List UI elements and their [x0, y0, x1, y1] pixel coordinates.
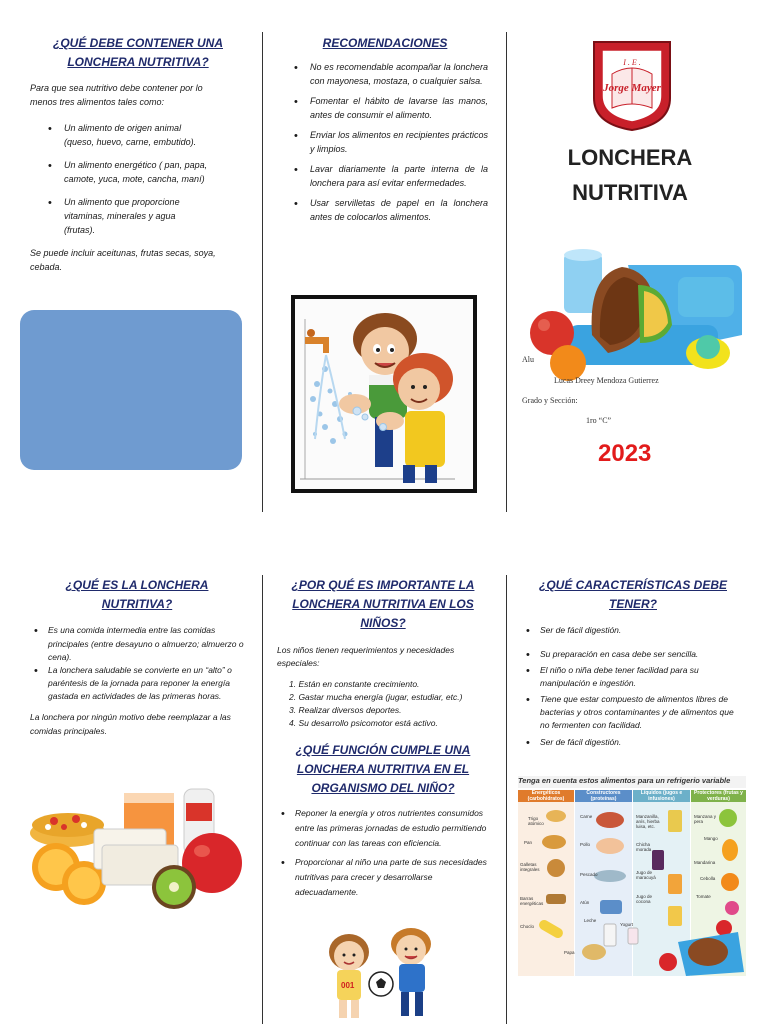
table-label: Atún	[580, 900, 590, 905]
list-item: 1. Están en constante crecimiento.	[289, 678, 420, 689]
footer-text: Se puede incluir aceitunas, frutas secas, soya, cebada.	[30, 247, 216, 272]
panel-characteristics	[522, 576, 744, 749]
list-item: • Tiene que estar compuesto de alimentos libres de bacterias y otros contaminantes y de alimentos que no fermenten con facilidad.	[522, 693, 744, 733]
panel-contents	[30, 34, 246, 275]
cover-title-line: NUTRITIVA	[572, 180, 688, 206]
table-column-protectores: Protectores (frutas y verduras)	[691, 790, 746, 802]
table-label: Choclo	[520, 924, 535, 929]
blue-box	[20, 310, 242, 470]
list-item: • Reponer la energía y otros nutrientes consumidos entre las primeras jornadas de estudio permitiendo continuar con las tareas con eficiencia.	[277, 806, 489, 851]
intro-text: Los niños tienen requerimientos y necesidades especiales:	[277, 644, 455, 668]
table-label: Papa	[564, 950, 575, 955]
definition-list	[30, 624, 244, 703]
panel-title: ¿POR QUÉ ES IMPORTANTE LA LONCHERA NUTRITIVA EN LOS NIÑOS?	[291, 578, 475, 631]
list-item: • Un alimento que proporcione vitaminas, minerales y agua (frutas).	[30, 196, 246, 238]
table-label: Jugo de cocona	[636, 894, 653, 904]
list-item: • Un alimento energético ( pan, papa, camote, yuca, mote, cancha, maní)	[30, 159, 246, 187]
food-list	[30, 122, 246, 238]
fold-line	[506, 575, 507, 1024]
intro-text: Para que sea nutritivo debe contener por lo menos tres alimentos tales como:	[30, 83, 203, 108]
panel-title: RECOMENDACIONES	[322, 36, 448, 50]
list-item: • Ser de fácil digestión.	[522, 736, 744, 749]
needs-list	[277, 678, 489, 731]
table-column-liquidos: Líquidos (jugos e infusiones)	[633, 790, 690, 802]
grade-label: Grado y Sección:	[522, 396, 578, 405]
table-label: Mango	[704, 836, 718, 841]
panel-title: ¿QUÉ DEBE CONTENER UNA LONCHERA NUTRITIVA?	[52, 36, 223, 70]
panel-title: ¿QUÉ CARACTERÍSTICAS DEBE TENER?	[538, 578, 727, 612]
table-label: Trigo atómico	[528, 816, 544, 826]
table-label: Pescado	[580, 872, 598, 877]
table-label: Cebolla	[700, 876, 716, 881]
list-item: • Es una comida intermedia entre las comidas principales (entre desayuno o almuerzo; almuerzo o cena).	[30, 624, 244, 664]
table-label: Manzanilla, anís, hierba luisa, etc.	[636, 814, 660, 829]
logo-initials: I . E .	[623, 58, 641, 67]
characteristics-list	[522, 624, 744, 748]
logo-text: Jorge Mayer	[603, 82, 661, 94]
table-label: Tomate	[696, 894, 711, 899]
table-column-constructores: Constructores (proteínas)	[575, 790, 632, 802]
list-item: • La lonchera saludable se convierte en un “alto” o paréntesis de la jornada para reponer la energía gastada en actividades de las primeras horas.	[30, 664, 244, 704]
food-image	[28, 785, 248, 910]
student-label: Alu	[522, 355, 534, 364]
lunchbox-image	[528, 245, 746, 385]
list-item: • Fomentar el hábito de lavarse las manos, antes de consumir el alimento.	[282, 95, 488, 123]
panel-title: ¿QUÉ ES LA LONCHERA NUTRITIVA?	[65, 578, 209, 612]
recommendations-list	[282, 61, 488, 224]
fold-line	[262, 575, 263, 1024]
kids-soccer-image	[315, 926, 441, 1024]
table-label: Pollo	[580, 842, 591, 847]
table-label: Chicha morada	[636, 842, 652, 852]
fold-line	[262, 32, 263, 512]
list-item: • El niño o niña debe tener facilidad para su manipulación e ingestión.	[522, 664, 744, 690]
list-item: • Proporcionar al niño una parte de sus necesidades nutritivas para crecer y desarrollarse adecuadamente.	[277, 855, 489, 900]
table-label: Pan	[524, 840, 533, 845]
panel-what-is	[30, 576, 244, 738]
year: 2023	[598, 440, 652, 467]
table-label: Barras energéticas	[520, 896, 544, 906]
table-column-energeticos: Energéticos (carbohidratos)	[518, 790, 574, 802]
cover-title	[530, 140, 730, 210]
section-title: ¿QUÉ FUNCIÓN CUMPLE UNA LONCHERA NUTRITIVA EN EL ORGANISMO DEL NIÑO?	[295, 742, 471, 795]
jersey-number: 001	[341, 981, 355, 990]
list-item: • Ser de fácil digestión.	[522, 624, 744, 637]
list-item: 4. Su desarrollo psicomotor está activo.	[289, 718, 438, 729]
list-item: • Usar servilletas de papel en la lonchera antes de colocarlos alimentos.	[282, 197, 488, 225]
table-label: Jugo de maracuyá	[636, 870, 656, 880]
table-label: Galletas integrales	[520, 862, 540, 872]
student-name: Lucas Dreey Mendoza Gutierrez	[554, 376, 659, 385]
school-logo	[590, 38, 674, 132]
list-item: • Su preparación en casa debe ser sencilla.	[522, 648, 744, 661]
handwashing-illustration	[291, 295, 477, 493]
table-label: Mandarina	[694, 860, 716, 865]
list-item: 2. Gastar mucha energía (jugar, estudiar, etc.)	[289, 692, 463, 703]
food-groups-table	[518, 776, 746, 976]
footer-text: La lonchera por ningún motivo debe reemplazar a las comidas principales.	[30, 712, 231, 736]
table-header: Tenga en cuenta estos alimentos para un refrigerio variable	[518, 776, 746, 788]
fold-line	[506, 32, 507, 512]
panel-why-important	[277, 576, 489, 899]
table-label: Leche	[584, 918, 597, 923]
table-label: Yogurt	[620, 922, 633, 927]
table-label: Manzana y pera	[694, 814, 717, 824]
panel-recommendations	[282, 34, 488, 231]
list-item: • Lavar diariamente la parte interna de la lonchera para así evitar enfermedades.	[282, 163, 488, 191]
list-item: • Enviar los alimentos en recipientes prácticos y limpios.	[282, 129, 488, 157]
list-item: 3. Realizar diversos deportes.	[289, 705, 402, 716]
list-item: • Un alimento de origen animal (queso, huevo, carne, embutido).	[30, 122, 246, 150]
function-list	[277, 806, 489, 899]
cover-title-line: LONCHERA	[567, 145, 693, 170]
grade-value: 1ro “C”	[586, 416, 612, 425]
list-item: • No es recomendable acompañar la lonchera con mayonesa, mostaza, o cualquier salsa.	[282, 61, 488, 89]
table-label: Carne	[580, 814, 593, 819]
